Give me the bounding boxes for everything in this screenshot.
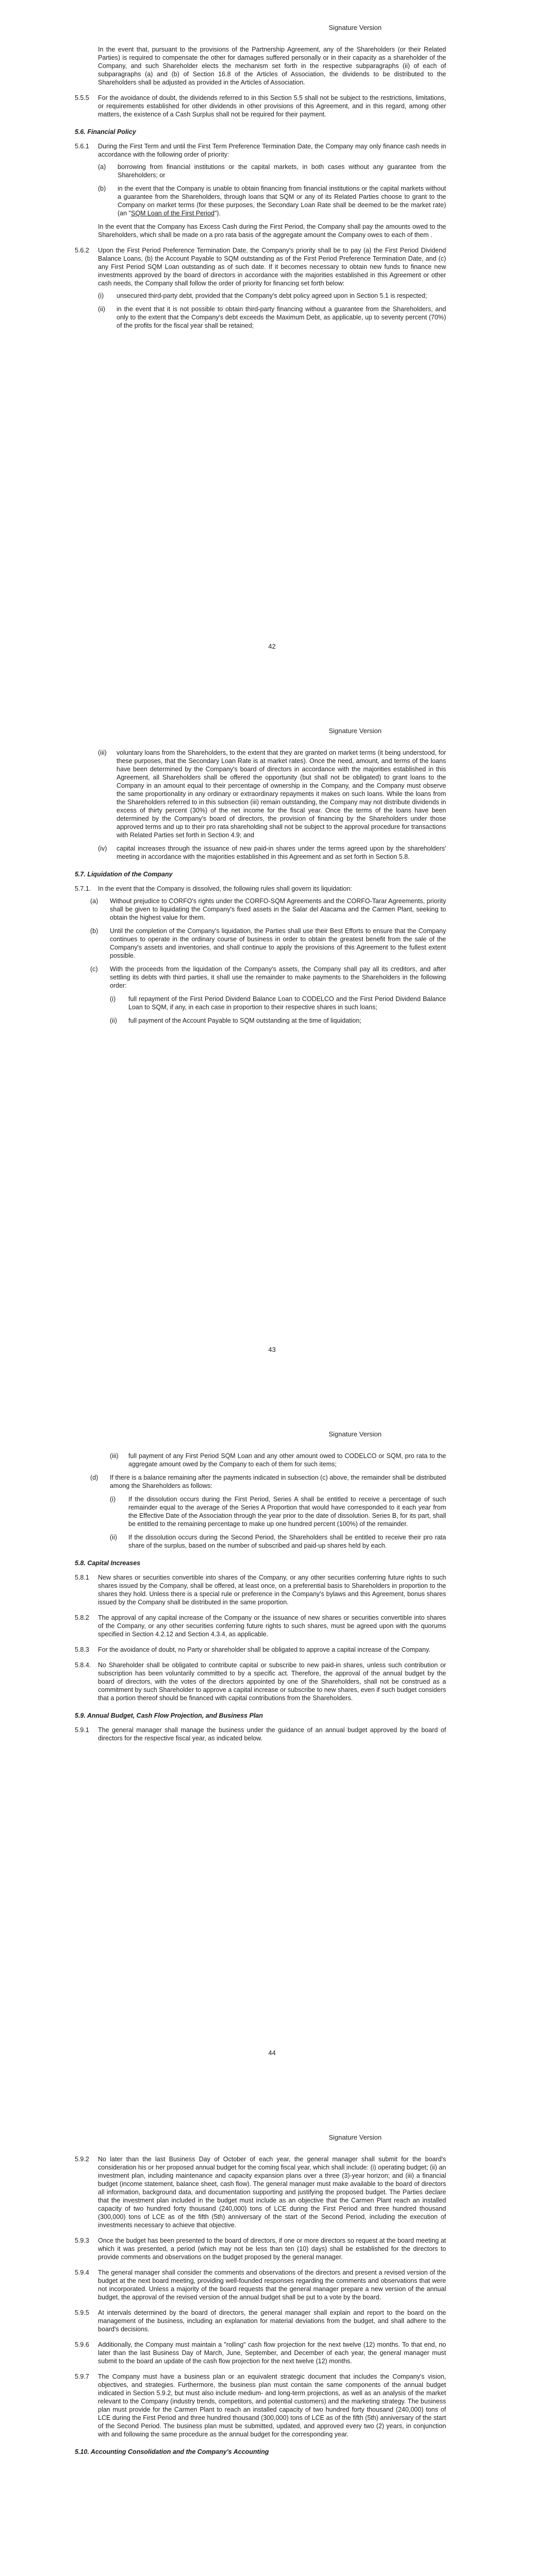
subsection-5-7-1-b [90, 927, 446, 960]
subsection-5-6-1-a [98, 163, 446, 179]
section-5-9-7 [75, 2372, 446, 2438]
subsection-text: With the proceeds from the liquidation of the Company's assets, the Company shall pay all its creditors, and after settling its debts with third parties, it shall use the remainder to make payments to the Shareholders in the following order: [110, 965, 446, 989]
section-number: 5.9.1 [75, 1726, 89, 1734]
subsection-5-7-1-d-ii [110, 1533, 446, 1550]
subsection-text: Without prejudice to CORFO's rights under the CORFO-SQM Agreements and the CORFO-Tarar Agreements, priority shall be given to liquidating the Company's fixed assets in the Salar del Atacama and the Carmen Plant, seeking to obtain the highest value for them. [110, 897, 446, 921]
section-text: At intervals determined by the board of directors, the general manager shall explain and report to the board on the management of the business, including an explanation for material deviations from the budget, and shall adhere to the board's decisions. [98, 2309, 446, 2333]
section-text: In the event that the Company is dissolved, the following rules shall govern its liquidation: [98, 885, 352, 892]
signature-version-header: Signature Version [328, 2133, 382, 2141]
subsection-5-7-1-c-ii [110, 1016, 446, 1025]
section-text: Once the budget has been presented to the board of directors, if one or more directors so request at the board meeting at which it was presented, a period (which may not be less than ten (10) days) shall be established for the directors to provide comments and observations on the budget proposed by the general manager. [98, 2237, 446, 2261]
subsection-text: If the dissolution occurs during the First Period, Series A shall be entitled to receive a percentage of such remainder equal to the average of the Series A Proportion that would have corresponded to it each year from the Effective Date of the Association through the year prior to the date of dissolution. Series B, for its part, shall be entitled to the remaining percentage to make up one hundred percent (100%) of the remainder. [128, 1496, 446, 1528]
subsection-number: (iii) [98, 749, 107, 756]
subsection-text: If there is a balance remaining after the payments indicated in subsection (c) above, the remainder shall be distributed among the Shareholders as follows: [110, 1474, 446, 1489]
subsection-text: If the dissolution occurs during the Second Period, the Shareholders shall be entitled to receive their pro rata share of the surplus, based on the number of subscribed and paid-up shares held by each. [128, 1534, 446, 1549]
section-number: 5.8.1 [75, 1574, 89, 1581]
page-45 [0, 2110, 544, 2576]
section-text: Upon the First Period Preference Termination Date, the Company's priority shall be to pay (a) the First Period Dividend Balance Loans, (b) the Account Payable to SQM outstanding as of the First Period Preference Termination Date, and (c) any First Period SQM Loan outstanding as of such date. If it becomes necessary to obtain new funds to finance new investments approved by the board of directors in accordance with the majorities established in this Agreement or other cash needs, the Company shall follow the order of priority for financing set forth below: [98, 247, 446, 287]
heading-5-10: 5.10. Accounting Consolidation and the Company's Accounting [75, 2448, 269, 2455]
subsection-number: (iv) [98, 845, 107, 852]
subsection-5-6-2-iii [98, 749, 446, 839]
defined-term-sqm-loan: SQM Loan of the First Period [130, 210, 215, 217]
subsection-5-7-1-d-i [110, 1495, 446, 1528]
section-text: No Shareholder shall be obligated to contribute capital or subscribe to new paid-in shares, unless such contribution or subscription has been voluntarily committed to by a specific act. Therefore, the approval of the annual budget by the board of directors, with the votes of the directors appointed by one of the Shareholders, shall not be construed as a commitment by such Shareholder to approve a capital increase or subscribe to new shares, even if such budget considers that a portion thereof should be financed with capital contributions from the Shareholders. [98, 1662, 446, 1702]
section-5-9-5 [75, 2309, 446, 2333]
section-number: 5.9.4 [75, 2269, 89, 2276]
section-text: For the avoidance of doubt, no Party or shareholder shall be obligated to approve a capital increase of the Company. [98, 1646, 431, 1653]
subsection-text: borrowing from financial institutions or the capital markets, in both cases without any guarantee from the Shareholders; or [118, 163, 446, 179]
subsection-text: in the event that it is not possible to obtain third-party financing without a guarantee from the Shareholders, and only to the extent that the Company's debt exceeds the Maximum Debt, as applicable, up to seventy percent (70%) of the profits for the fiscal year shall be retained; [117, 306, 446, 329]
section-number: 5.9.2 [75, 2156, 89, 2163]
subsection-number: (i) [110, 1496, 116, 1503]
section-number: 5.8.4. [75, 1662, 91, 1669]
page-content [75, 749, 446, 1030]
section-text: The approval of any capital increase of the Company or the issuance of new shares or securities convertible into shares of the Company, or any other securities conferring future rights to such shares, must be agreed upon with the quorums specified in Section 4.2.12 and Section 4.3.4, as applicable. [98, 1614, 446, 1638]
subsection-number: (d) [90, 1474, 98, 1481]
subsection-number: (ii) [110, 1534, 117, 1541]
section-number: 5.8.3 [75, 1646, 89, 1653]
subsection-5-7-1-c [90, 965, 446, 990]
page-content [75, 1452, 446, 1750]
subsection-5-6-2-iv [98, 844, 446, 861]
section-text: The Company must have a business plan or an equivalent strategic document that includes the Company's vision, objectives, and strategies. Furthermore, the business plan must contain the same components of the annual budget indicated in Section 5.9.2, but must also include medium- and long-term projections, as well as an analysis of the market relevant to the Company (industry trends, competitors, and potential customers) and the marketing strategy. The business plan must provide for the Carmen Plant to reach an installed capacity of two hundred forty thousand (240,000) tons of LCE during the First Period and three hundred thousand (300,000) tons of LCE as of the fifth (5th) anniversary of the start of the Second Period. The business plan must be submitted, updated, and approved every two (2) years, in conjunction with and following the same procedure as the annual budget for the corresponding year. [98, 2373, 446, 2438]
subsection-5-7-1-c-i [110, 995, 446, 1011]
section-5-8-2 [75, 1614, 446, 1638]
section-5-9-6 [75, 2341, 446, 2365]
subsection-number: (c) [90, 965, 98, 973]
section-5-8-1 [75, 1573, 446, 1606]
text-pre: in the event that the Company is unable to obtain financing from financial institutions or the capital markets without a guarantee from the Shareholders, through loans that SQM or any of its Related Parties choose to grant to the Company on market terms (for these purposes, the Secondary Loan Rate shall be deemed to be the market rate) (an " [118, 185, 446, 217]
subsection-text: full repayment of the First Period Dividend Balance Loan to CODELCO and the First Period Dividend Balance Loan to SQM, if any, in each case in proportion to their respective shares in such loans; [128, 995, 446, 1011]
section-text: No later than the last Business Day of October of each year, the general manager shall submit for the board's consideration his or her proposed annual budget for the coming fiscal year, which shall include: (i) operating budget; (ii) an investment plan, including maintenance and capacity expansion plans over a three (3)-year horizon; and (iii) a financial budget (income statement, balance sheet, cash flow). The general manager must make available to the board of directors all information, background data, and documentation supporting and justifying the proposed budget. The Parties declare that the investment plan included in the budget must include as an objective that the Carmen Plant reach an installed capacity of two hundred forty thousand (240,000) tons of LCE during the First Period and three hundred thousand (300,000) tons of LCE as of the fifth (5th) anniversary of the start of the Second Period, including the execution of investments necessary to achieve that objective. [98, 2156, 446, 2229]
page-42 [0, 0, 544, 703]
section-text: New shares or securities convertible into shares of the Company, or any other securities conferring future rights to such shares issued by the Company, shall be offered, at least once, on a preferential basis to Shareholders in proportion to the shares they hold. Unless there is a special rule or preference in the Company's bylaws and this Agreement, bonus shares issued by the Company shall be distributed in the same proportion. [98, 1574, 446, 1606]
subsection-number: (b) [98, 185, 106, 192]
page-number: 42 [268, 642, 276, 650]
subsection-text: unsecured third-party debt, provided that the Company's debt policy agreed upon in Section 5.1 is respected; [117, 292, 427, 299]
subsection-number: (iii) [110, 1452, 119, 1460]
subsection-number: (ii) [110, 1017, 117, 1024]
section-number: 5.6.1 [75, 143, 89, 150]
section-number: 5.9.6 [75, 2341, 89, 2348]
section-number: 5.9.7 [75, 2373, 89, 2380]
page-number: 43 [268, 1346, 276, 1353]
subsection-number: (i) [110, 995, 116, 1003]
section-text: Additionally, the Company must maintain a "rolling" cash flow projection for the next twelve (12) months. To that end, no later than the last Business Day of March, June, September, and December of each year, the general manager must submit to the board an update of the cash flow projection for the next twelve (12) months. [98, 2341, 446, 2365]
signature-version-header: Signature Version [328, 727, 382, 735]
section-text: During the First Term and until the First Term Preference Termination Date, the Company may only finance cash needs in accordance with the following order of priority: [98, 143, 446, 158]
subsection-text: capital increases through the issuance of new paid-in shares under the terms agreed upon by the shareholders' meeting in accordance with the majorities established in this Agreement and as set forth in Section 5.8. [117, 845, 446, 860]
section-5-5-5 [75, 94, 446, 118]
section-text: For the avoidance of doubt, the dividends referred to in this Section 5.5 shall not be subject to the restrictions, limitations, or requirements established for other dividends in other provisions of this Agreement, and in this regard, among other matters, the existence of a Cash Surplus shall not be required for their payment. [98, 94, 446, 118]
section-5-9-2 [75, 2155, 446, 2229]
subsection-text: full payment of any First Period SQM Loan and any other amount owed to CODELCO or SQM, pro rata to the aggregate amount owed by the Company to each of them for such items; [128, 1452, 446, 1468]
section-number: 5.9.3 [75, 2237, 89, 2244]
subsection-number: (a) [90, 897, 98, 905]
subsection-number: (i) [98, 292, 104, 299]
section-5-6-2 [75, 246, 446, 287]
subsection-number: (ii) [98, 306, 105, 313]
subsection-text: voluntary loans from the Shareholders, to the extent that they are granted on market terms (it being understood, for these purposes, that the Secondary Loan Rate is at market rates). Once the need, amount, and terms of the loans have been determined by the Company's board of directors in accordance with the majorities established in this Agreement, all Shareholders shall be offered the opportunity (but shall not be obligated) to grant loans to the Company in an amount equal to their percentage of ownership in the Company, and the Company must observe the same proportionality in any ordinary or extraordinary repayments it makes on such loans. While the loans from the Shareholders referred to in this subsection (iii) remain outstanding, the Company may not distribute dividends in excess of thirty percent (30%) of the net income for the fiscal year. Once the terms of the loans have been determined by the Company's board of directors, the provision of financing by the Shareholders under those approved terms and up to their pro rata shareholding shall not be subject to the approval procedure for transactions with Related Parties set forth in Section 4.9; and [117, 749, 446, 839]
section-number: 5.7.1. [75, 885, 91, 892]
paragraph-excess-cash: In the event that the Company has Excess Cash during the First Period, the Company shall pay the amounts owed to the Shareholders, which shall be made on a pro rata basis of the aggregate amount the Company owes to each of them . [98, 223, 446, 239]
subsection-text: Until the completion of the Company's liquidation, the Parties shall use their Best Efforts to ensure that the Company continues to operate in the ordinary course of business in order to obtain the greatest benefit from the sale of the Company's assets and inventories, and shall continue to apply the provisions of this Agreement to the fullest extent possible. [110, 927, 446, 959]
subsection-text: full payment of the Account Payable to SQM outstanding at the time of liquidation; [128, 1017, 361, 1024]
signature-version-header: Signature Version [328, 24, 382, 31]
section-5-9-3 [75, 2236, 446, 2261]
section-number: 5.5.5 [75, 94, 89, 101]
section-5-8-4 [75, 1661, 446, 1702]
subsection-text [118, 184, 446, 217]
heading-5-7: 5.7. Liquidation of the Company [75, 871, 173, 878]
subsection-5-6-2-ii [98, 305, 446, 330]
section-number: 5.9.5 [75, 2309, 89, 2316]
heading-5-6: 5.6. Financial Policy [75, 128, 136, 135]
signature-version-header: Signature Version [328, 1430, 382, 1438]
page-content [75, 45, 446, 335]
subsection-5-6-2-i [98, 292, 446, 300]
heading-5-8: 5.8. Capital Increases [75, 1560, 141, 1567]
page-44 [0, 1406, 544, 2110]
section-text: The general manager shall manage the business under the guidance of an annual budget approved by the board of directors for the respective fiscal year, as indicated below. [98, 1726, 446, 1742]
heading-5-9: 5.9. Annual Budget, Cash Flow Projection, and Business Plan [75, 1712, 263, 1719]
section-number: 5.8.2 [75, 1614, 89, 1621]
page-content [75, 2155, 446, 2462]
section-5-9-1 [75, 1726, 446, 1742]
subsection-5-7-1-c-iii [110, 1452, 446, 1468]
section-5-8-3 [75, 1646, 446, 1654]
subsection-number: (b) [90, 927, 98, 935]
text-post: "). [214, 210, 221, 217]
subsection-5-6-1-b [98, 184, 446, 217]
page-43 [0, 703, 544, 1406]
section-number: 5.6.2 [75, 247, 89, 254]
subsection-5-7-1-a [90, 897, 446, 922]
page-number: 44 [268, 2049, 276, 2057]
section-5-9-4 [75, 2268, 446, 2301]
section-5-7-1 [75, 885, 446, 893]
subsection-5-7-1-d [90, 1473, 446, 1490]
section-text: The general manager shall consider the comments and observations of the directors and present a revised version of the budget at the next board meeting, providing well-founded responses regarding the comments and observations that were not incorporated. Unless a majority of the board requests that the general manager prepare a new version of the annual budget, the approval of the revised version of the annual budget shall be put to a vote by the board. [98, 2269, 446, 2301]
subsection-number: (a) [98, 163, 106, 171]
section-5-6-1 [75, 142, 446, 159]
paragraph-5-5-4-continuation: In the event that, pursuant to the provisions of the Partnership Agreement, any of the Shareholders (or their Related Parties) is required to compensate the other for damages suffered personally or in their capacity as a shareholder of the Company, and such Shareholder elects the mechanism set forth in the respective subparagraphs (ii) of each of subparagraphs (a) and (b) of Section 16.8 of the Articles of Association, the dividends to be distributed to the Shareholders shall be adjusted as provided in the Articles of Association. [98, 46, 446, 86]
